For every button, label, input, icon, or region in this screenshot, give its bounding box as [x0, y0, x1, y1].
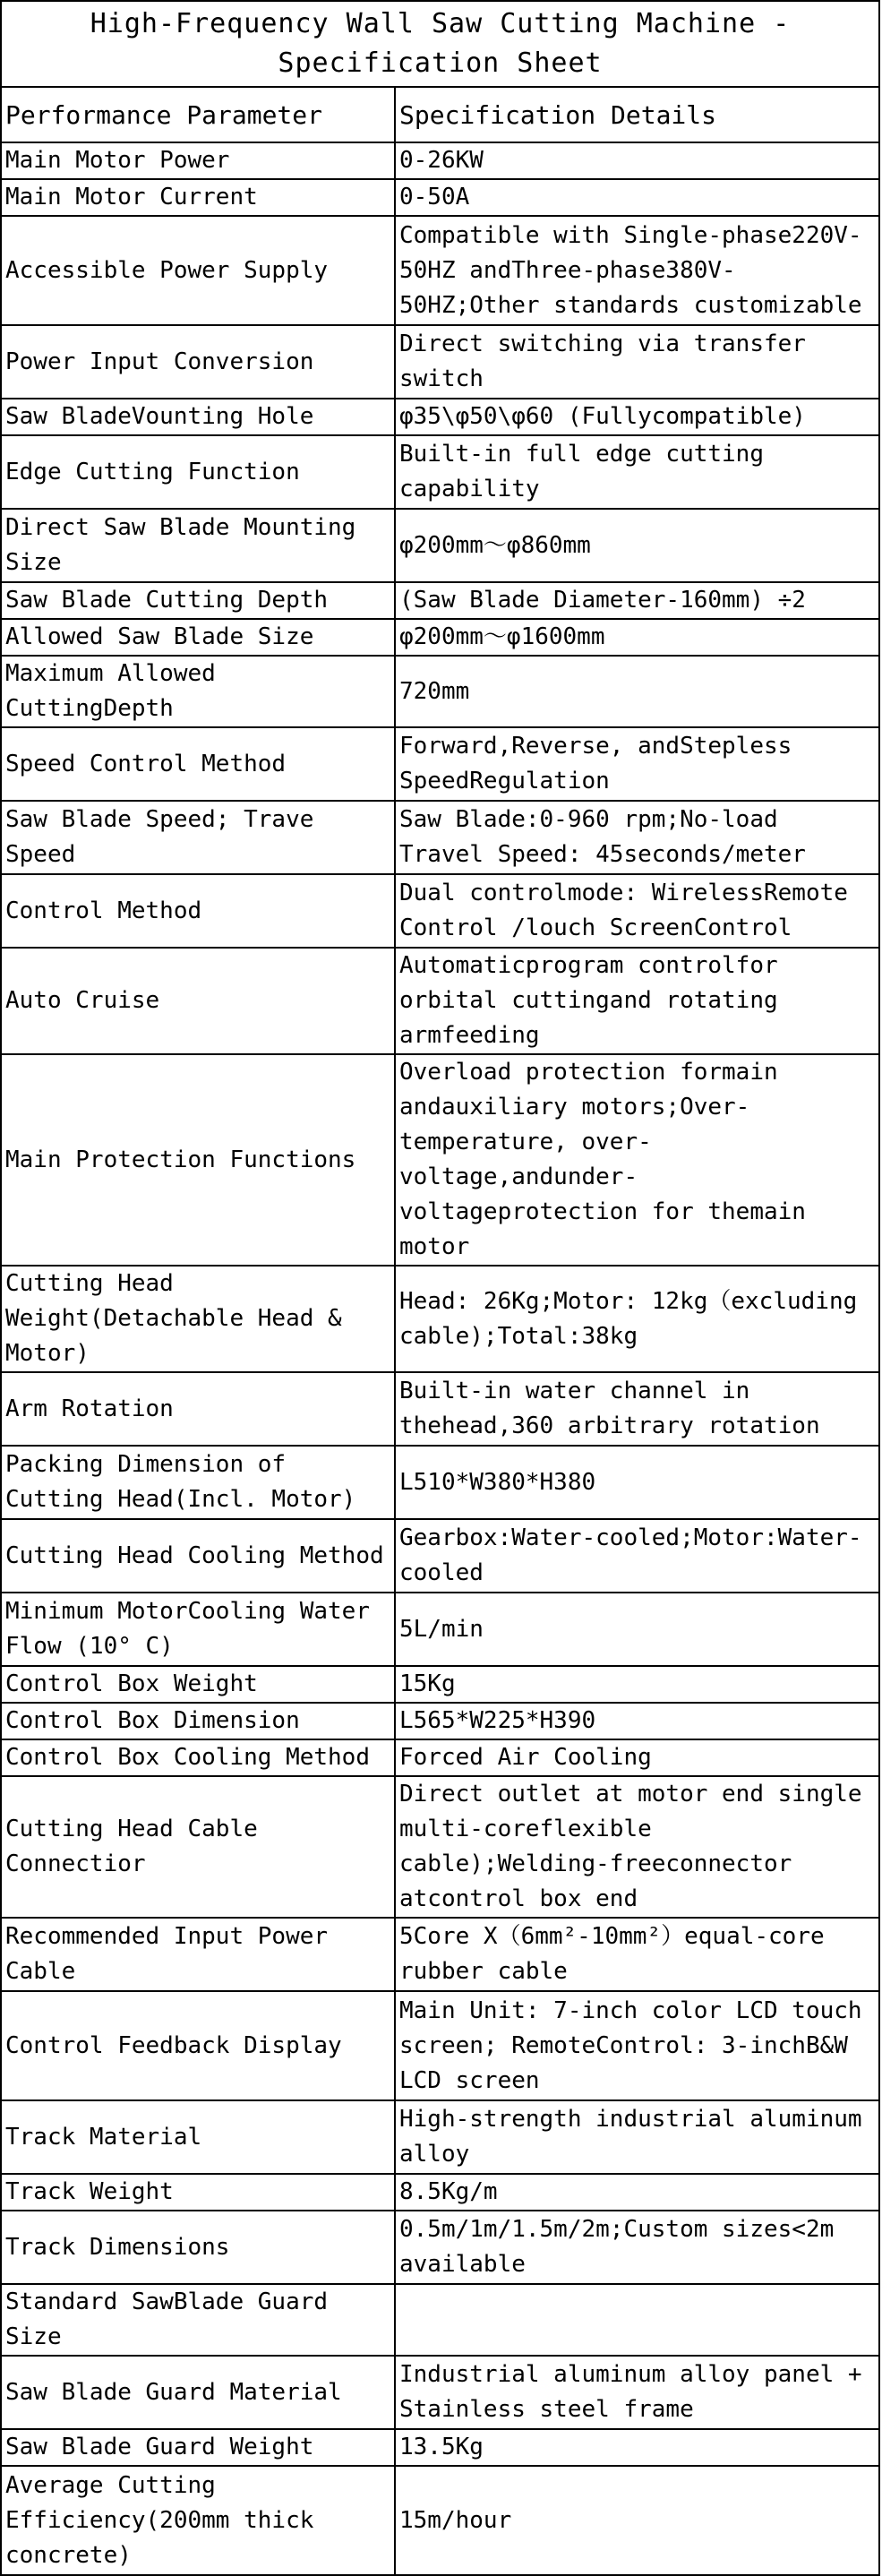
- title-line-1: High-Frequency Wall Saw Cutting Machine -: [90, 8, 791, 39]
- parameter-cell: Cutting Head Weight(Detachable Head & Motor): [2, 1266, 395, 1372]
- header-parameter: Performance Parameter: [2, 88, 395, 142]
- details-cell: 5Core X（6mm²-10mm²）equal-core rubber cable: [395, 1918, 878, 1991]
- parameter-cell: Control Method: [2, 874, 395, 948]
- details-cell: Overload protection formain andauxiliary motors;Over-temperature, over-voltage,andunder-voltageprotection for themain motor: [395, 1054, 878, 1266]
- parameter-cell: Edge Cutting Function: [2, 435, 395, 509]
- parameter-cell: Speed Control Method: [2, 727, 395, 801]
- parameter-cell: Main Motor Power: [2, 142, 395, 179]
- table-row: [2, 1266, 878, 1372]
- parameter-cell: Saw Blade Guard Weight: [2, 2429, 395, 2466]
- table-row: [2, 1739, 878, 1776]
- parameter-cell: Power Input Conversion: [2, 325, 395, 399]
- details-cell: 15m/hour: [395, 2466, 878, 2575]
- table-row: [2, 948, 878, 1054]
- parameter-cell: Direct Saw Blade Mounting Size: [2, 509, 395, 582]
- parameter-cell: Saw BladeVounting Hole: [2, 399, 395, 435]
- table-row: [2, 142, 878, 179]
- details-cell: [395, 2284, 878, 2356]
- details-cell: L565*W225*H390: [395, 1703, 878, 1739]
- table-row: [2, 2284, 878, 2356]
- parameter-cell: Accessible Power Supply: [2, 216, 395, 325]
- parameter-cell: Average Cutting Efficiency(200mm thick concrete): [2, 2466, 395, 2575]
- parameter-cell: Track Dimensions: [2, 2211, 395, 2284]
- spec-table: [2, 88, 878, 2576]
- table-row: [2, 1666, 878, 1703]
- table-row: [2, 2100, 878, 2174]
- table-header-row: [2, 88, 878, 142]
- parameter-cell: Standard SawBlade Guard Size: [2, 2284, 395, 2356]
- parameter-cell: Cutting Head Cable Connectior: [2, 1776, 395, 1918]
- details-cell: Forward,Reverse, andStepless SpeedRegulation: [395, 727, 878, 801]
- table-row: [2, 1991, 878, 2100]
- table-row: [2, 435, 878, 509]
- title-line-2: Specification Sheet: [278, 47, 603, 79]
- parameter-cell: Main Motor Current: [2, 179, 395, 216]
- parameter-cell: Control Box Weight: [2, 1666, 395, 1703]
- parameter-cell: Minimum MotorCooling Water Flow (10° C): [2, 1593, 395, 1666]
- details-cell: 720mm: [395, 656, 878, 727]
- parameter-cell: Maximum Allowed CuttingDepth: [2, 656, 395, 727]
- table-row: [2, 1593, 878, 1666]
- parameter-cell: Control Box Cooling Method: [2, 1739, 395, 1776]
- details-cell: Direct switching via transfer switch: [395, 325, 878, 399]
- details-cell: Main Unit: 7-inch color LCD touch screen; RemoteControl: 3-inchB&W LCD screen: [395, 1991, 878, 2100]
- table-row: [2, 1776, 878, 1918]
- parameter-cell: Track Material: [2, 2100, 395, 2174]
- details-cell: Gearbox:Water-cooled;Motor:Water-cooled: [395, 1519, 878, 1593]
- details-cell: 8.5Kg/m: [395, 2174, 878, 2211]
- sheet-title: [2, 2, 878, 88]
- parameter-cell: Control Box Dimension: [2, 1703, 395, 1739]
- details-cell: 15Kg: [395, 1666, 878, 1703]
- table-row: [2, 582, 878, 619]
- table-row: [2, 509, 878, 582]
- details-cell: Dual controlmode: WirelessRemote Control /louch ScreenControl: [395, 874, 878, 948]
- table-row: [2, 2174, 878, 2211]
- details-cell: 0-26KW: [395, 142, 878, 179]
- parameter-cell: Cutting Head Cooling Method: [2, 1519, 395, 1593]
- details-cell: 0-50A: [395, 179, 878, 216]
- parameter-cell: Recommended Input Power Cable: [2, 1918, 395, 1991]
- table-row: [2, 727, 878, 801]
- details-cell: Automaticprogram controlfor orbital cuttingand rotating armfeeding: [395, 948, 878, 1054]
- details-cell: 5L/min: [395, 1593, 878, 1666]
- parameter-cell: Packing Dimension of Cutting Head(Incl. Motor): [2, 1446, 395, 1519]
- details-cell: 13.5Kg: [395, 2429, 878, 2466]
- table-row: [2, 216, 878, 325]
- parameter-cell: Saw Blade Speed; Trave Speed: [2, 801, 395, 874]
- table-row: [2, 1519, 878, 1593]
- details-cell: L510*W380*H380: [395, 1446, 878, 1519]
- table-row: [2, 1703, 878, 1739]
- details-cell: Head: 26Kg;Motor: 12kg（excluding cable);Total:38kg: [395, 1266, 878, 1372]
- table-row: [2, 399, 878, 435]
- details-cell: φ200mm～φ860mm: [395, 509, 878, 582]
- details-cell: Compatible with Single-phase220V-50HZ andThree-phase380V-50HZ;Other standards customizable: [395, 216, 878, 325]
- parameter-cell: Arm Rotation: [2, 1372, 395, 1446]
- details-cell: Industrial aluminum alloy panel + Stainless steel frame: [395, 2356, 878, 2429]
- parameter-cell: Main Protection Functions: [2, 1054, 395, 1266]
- details-cell: Forced Air Cooling: [395, 1739, 878, 1776]
- table-row: [2, 2211, 878, 2284]
- table-row: [2, 1054, 878, 1266]
- table-row: [2, 1372, 878, 1446]
- details-cell: Direct outlet at motor end single multi-coreflexible cable);Welding-freeconnector atcontrol box end: [395, 1776, 878, 1918]
- details-cell: (Saw Blade Diameter-160mm) ÷2: [395, 582, 878, 619]
- table-row: [2, 179, 878, 216]
- table-row: [2, 2466, 878, 2575]
- details-cell: High-strength industrial aluminum alloy: [395, 2100, 878, 2174]
- table-row: [2, 2429, 878, 2466]
- parameter-cell: Auto Cruise: [2, 948, 395, 1054]
- parameter-cell: Control Feedback Display: [2, 1991, 395, 2100]
- table-row: [2, 325, 878, 399]
- details-cell: Built-in full edge cutting capability: [395, 435, 878, 509]
- table-row: [2, 1446, 878, 1519]
- table-row: [2, 1918, 878, 1991]
- details-cell: Built-in water channel in thehead,360 arbitrary rotation: [395, 1372, 878, 1446]
- table-row: [2, 801, 878, 874]
- table-row: [2, 874, 878, 948]
- header-details: Specification Details: [395, 88, 878, 142]
- details-cell: 0.5m/1m/1.5m/2m;Custom sizes<2m available: [395, 2211, 878, 2284]
- details-cell: φ35\φ50\φ60 (Fullycompatible): [395, 399, 878, 435]
- table-row: [2, 619, 878, 656]
- parameter-cell: Track Weight: [2, 2174, 395, 2211]
- parameter-cell: Saw Blade Guard Material: [2, 2356, 395, 2429]
- table-row: [2, 2356, 878, 2429]
- parameter-cell: Allowed Saw Blade Size: [2, 619, 395, 656]
- parameter-cell: Saw Blade Cutting Depth: [2, 582, 395, 619]
- table-row: [2, 656, 878, 727]
- details-cell: φ200mm～φ1600mm: [395, 619, 878, 656]
- details-cell: Saw Blade:0-960 rpm;No-load Travel Speed: 45seconds/meter: [395, 801, 878, 874]
